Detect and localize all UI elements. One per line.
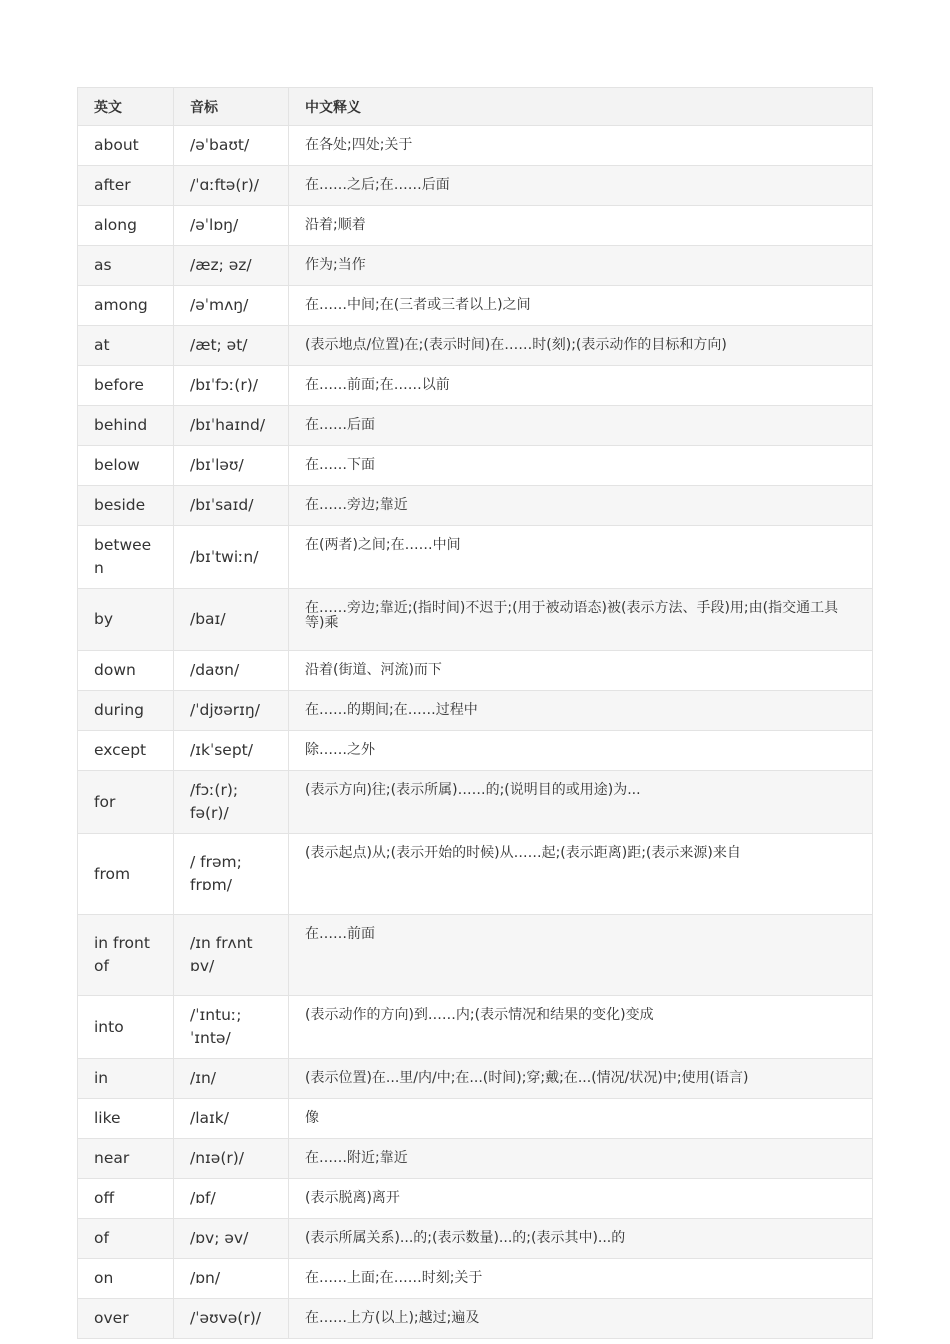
phonetic-cell: /ɪn/ <box>174 1059 289 1099</box>
english-word-cell: on <box>78 1259 174 1299</box>
chinese-meaning-cell: 在……上面;在……时刻;关于 <box>289 1259 873 1299</box>
chinese-meaning-cell: (表示动作的方向)到……内;(表示情况和结果的变化)变成 <box>289 996 873 1059</box>
english-word-cell: near <box>78 1139 174 1179</box>
chinese-meaning-cell: (表示所属关系)...的;(表示数量)...的;(表示其中)...的 <box>289 1219 873 1259</box>
chinese-meaning-cell: (表示位置)在...里/内/中;在...(时间);穿;戴;在...(情况/状况)中;使用(语言) <box>289 1059 873 1099</box>
english-word-cell: like <box>78 1099 174 1139</box>
phonetic-cell: /ɒf/ <box>174 1179 289 1219</box>
english-word-cell: during <box>78 691 174 731</box>
english-word-cell: among <box>78 286 174 326</box>
english-word-cell: by <box>78 589 174 651</box>
english-word-cell: before <box>78 366 174 406</box>
phonetic-cell: /baɪ/ <box>174 589 289 651</box>
table-row <box>78 1259 873 1299</box>
phonetic-cell: /əˈbaʊt/ <box>174 126 289 166</box>
column-header-english: 英文 <box>78 88 174 126</box>
table-body <box>78 126 873 1339</box>
chinese-meaning-cell: 沿着;顺着 <box>289 206 873 246</box>
phonetic-cell: /əˈlɒŋ/ <box>174 206 289 246</box>
chinese-meaning-cell: 沿着(街道、河流)而下 <box>289 651 873 691</box>
english-word-cell: into <box>78 996 174 1059</box>
table-header <box>78 88 873 126</box>
phonetic-cell: /ˈɪntuː; ˈɪntə/ <box>174 996 289 1059</box>
chinese-meaning-cell: 在……上方(以上);越过;遍及 <box>289 1299 873 1339</box>
chinese-meaning-cell: 在……附近;靠近 <box>289 1139 873 1179</box>
chinese-meaning-cell: (表示脱离)离开 <box>289 1179 873 1219</box>
table-row <box>78 126 873 166</box>
phonetic-cell: /bɪˈhaɪnd/ <box>174 406 289 446</box>
chinese-meaning-cell: 在……下面 <box>289 446 873 486</box>
phonetic-cell: /æz; əz/ <box>174 246 289 286</box>
chinese-meaning-cell: 在……之后;在……后面 <box>289 166 873 206</box>
english-word-cell: except <box>78 731 174 771</box>
phonetic-cell: /bɪˈtwiːn/ <box>174 526 289 589</box>
table-row <box>78 1219 873 1259</box>
phonetic-cell: /ɪkˈsept/ <box>174 731 289 771</box>
table-row <box>78 406 873 446</box>
english-word-cell: for <box>78 771 174 834</box>
phonetic-cell: /ˈɑːftə(r)/ <box>174 166 289 206</box>
english-word-cell: beside <box>78 486 174 526</box>
phonetic-cell: /bɪˈsaɪd/ <box>174 486 289 526</box>
table-row <box>78 691 873 731</box>
english-word-cell: in front of <box>78 915 174 996</box>
vocabulary-table <box>77 87 873 1339</box>
chinese-meaning-cell: 在……前面;在……以前 <box>289 366 873 406</box>
table-row <box>78 246 873 286</box>
column-header-phonetic: 音标 <box>174 88 289 126</box>
english-word-cell: in <box>78 1059 174 1099</box>
table-row <box>78 526 873 589</box>
table-row <box>78 589 873 651</box>
chinese-meaning-cell: (表示起点)从;(表示开始的时候)从……起;(表示距离)距;(表示来源)来自 <box>289 834 873 915</box>
chinese-meaning-cell: 除……之外 <box>289 731 873 771</box>
table-row <box>78 286 873 326</box>
chinese-meaning-cell: 在……中间;在(三者或三者以上)之间 <box>289 286 873 326</box>
table-row <box>78 206 873 246</box>
chinese-meaning-cell: 在……旁边;靠近;(指时间)不迟于;(用于被动语态)被(表示方法、手段)用;由(指交通工具等)乘 <box>289 589 873 651</box>
phonetic-cell: /æt; ət/ <box>174 326 289 366</box>
phonetic-cell: /fɔː(r); fə(r)/ <box>174 771 289 834</box>
vocabulary-table-container <box>77 87 872 1327</box>
chinese-meaning-cell: 在……前面 <box>289 915 873 996</box>
phonetic-cell: /daʊn/ <box>174 651 289 691</box>
english-word-cell: as <box>78 246 174 286</box>
phonetic-cell: /əˈmʌŋ/ <box>174 286 289 326</box>
phonetic-cell: / frəm; frɒm/ <box>174 834 289 915</box>
column-header-chinese: 中文释义 <box>289 88 873 126</box>
phonetic-cell: /laɪk/ <box>174 1099 289 1139</box>
chinese-meaning-cell: 像 <box>289 1099 873 1139</box>
table-row <box>78 1179 873 1219</box>
english-word-cell: down <box>78 651 174 691</box>
english-word-cell: behind <box>78 406 174 446</box>
table-row <box>78 771 873 834</box>
phonetic-cell: /ɒn/ <box>174 1259 289 1299</box>
phonetic-cell: /ˈəʊvə(r)/ <box>174 1299 289 1339</box>
phonetic-cell: /nɪə(r)/ <box>174 1139 289 1179</box>
english-word-cell: below <box>78 446 174 486</box>
table-row <box>78 1059 873 1099</box>
chinese-meaning-cell: 在……的期间;在……过程中 <box>289 691 873 731</box>
english-word-cell: along <box>78 206 174 246</box>
table-row <box>78 731 873 771</box>
chinese-meaning-cell: 在……后面 <box>289 406 873 446</box>
english-word-cell: from <box>78 834 174 915</box>
english-word-cell: about <box>78 126 174 166</box>
table-row <box>78 915 873 996</box>
english-word-cell: over <box>78 1299 174 1339</box>
table-row <box>78 326 873 366</box>
table-row <box>78 1099 873 1139</box>
phonetic-cell: /ɪn frʌnt ɒv/ <box>174 915 289 996</box>
english-word-cell: off <box>78 1179 174 1219</box>
table-row <box>78 486 873 526</box>
table-row <box>78 166 873 206</box>
chinese-meaning-cell: (表示方向)往;(表示所属)……的;(说明目的或用途)为... <box>289 771 873 834</box>
table-row <box>78 1299 873 1339</box>
phonetic-cell: /ɒv; əv/ <box>174 1219 289 1259</box>
phonetic-cell: /bɪˈfɔː(r)/ <box>174 366 289 406</box>
table-row <box>78 651 873 691</box>
chinese-meaning-cell: 在各处;四处;关于 <box>289 126 873 166</box>
chinese-meaning-cell: 在(两者)之间;在……中间 <box>289 526 873 589</box>
chinese-meaning-cell: 在……旁边;靠近 <box>289 486 873 526</box>
header-row <box>78 88 873 126</box>
table-row <box>78 996 873 1059</box>
english-word-cell: between <box>78 526 174 589</box>
table-row <box>78 1139 873 1179</box>
english-word-cell: at <box>78 326 174 366</box>
table-row <box>78 446 873 486</box>
english-word-cell: after <box>78 166 174 206</box>
phonetic-cell: /ˈdjʊərɪŋ/ <box>174 691 289 731</box>
table-row <box>78 366 873 406</box>
chinese-meaning-cell: (表示地点/位置)在;(表示时间)在……时(刻);(表示动作的目标和方向) <box>289 326 873 366</box>
chinese-meaning-cell: 作为;当作 <box>289 246 873 286</box>
phonetic-cell: /bɪˈləʊ/ <box>174 446 289 486</box>
english-word-cell: of <box>78 1219 174 1259</box>
table-row <box>78 834 873 915</box>
